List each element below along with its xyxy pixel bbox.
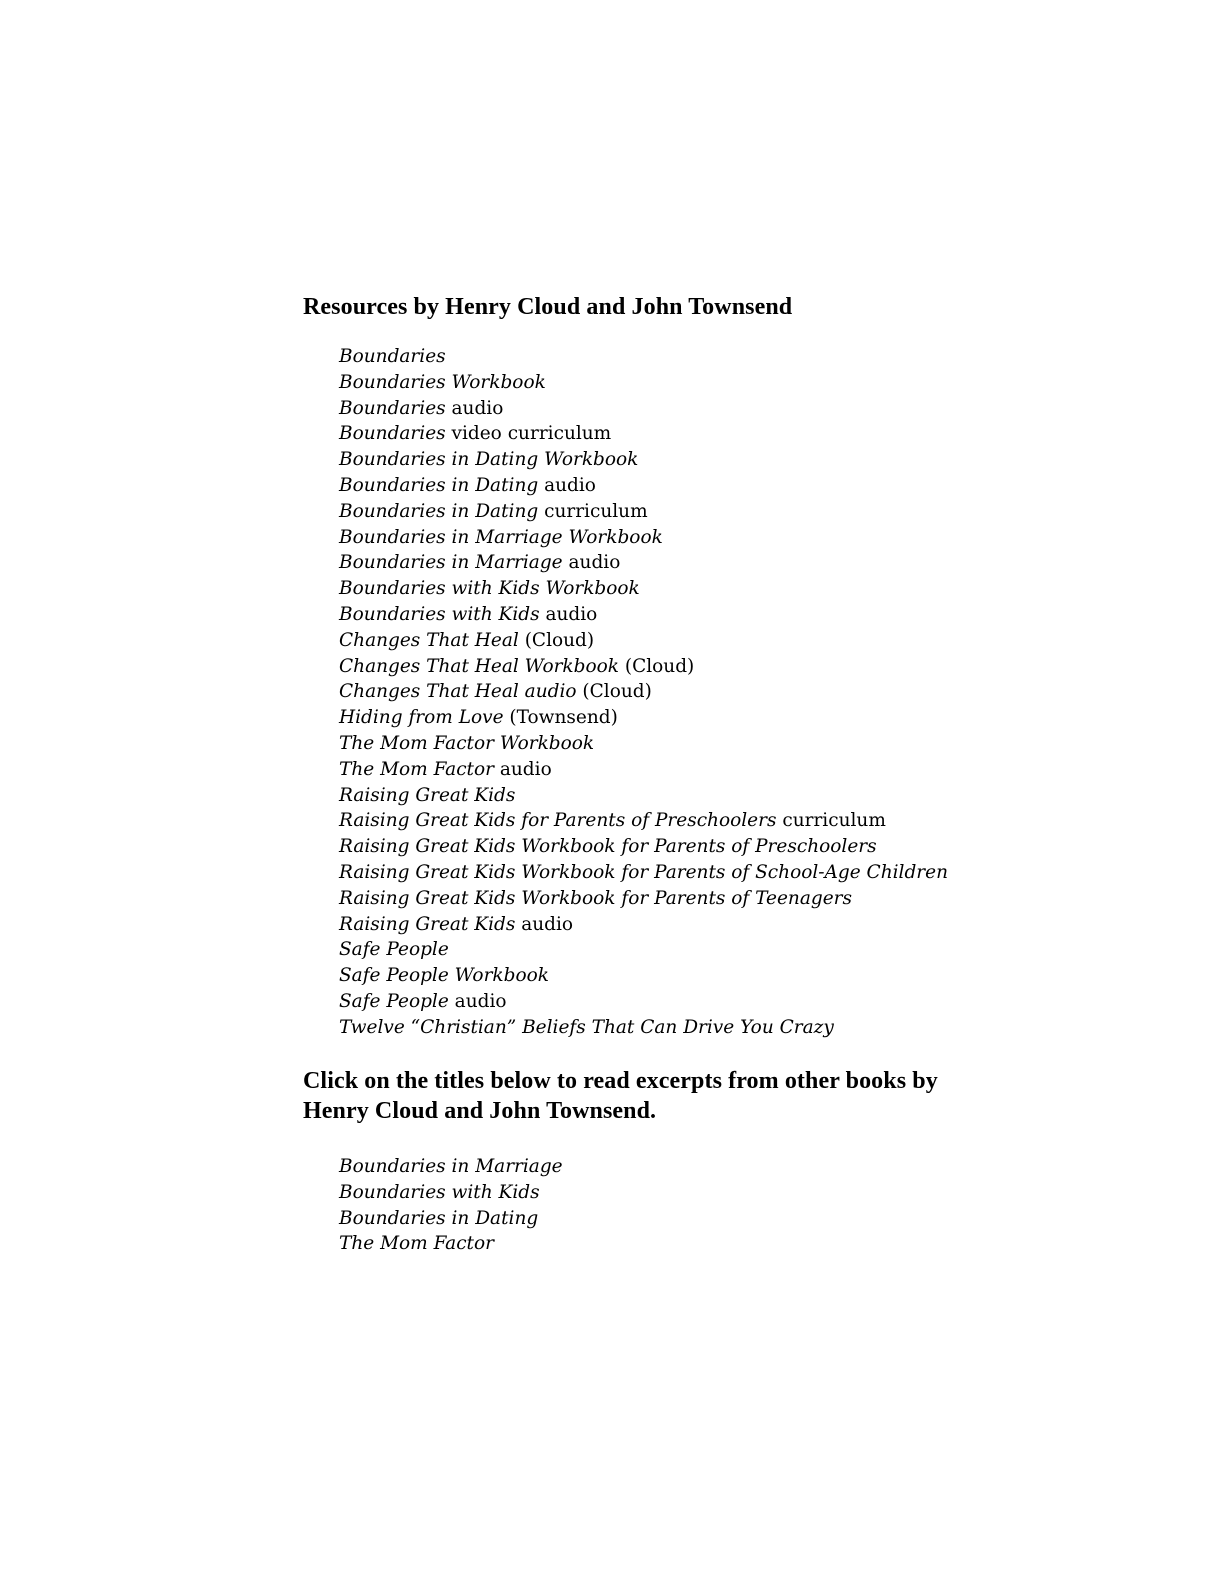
resource-title: Raising Great Kids	[339, 913, 516, 935]
resource-format: (Cloud)	[518, 629, 595, 651]
resource-item	[339, 602, 948, 628]
resource-format: audio	[448, 990, 507, 1012]
resource-item	[339, 370, 948, 396]
resource-item	[339, 860, 948, 886]
resource-item	[339, 808, 948, 834]
resource-item	[339, 731, 948, 757]
resource-item	[339, 447, 948, 473]
resource-format: audio	[539, 603, 598, 625]
resource-item	[339, 550, 948, 576]
resource-title: Changes That Heal	[339, 629, 519, 651]
resource-title: Raising Great Kids for Parents of Preschoolers	[339, 810, 777, 832]
resource-item	[339, 421, 948, 447]
resource-title: Boundaries with Kids	[339, 603, 540, 625]
resource-format: audio	[493, 758, 552, 780]
resource-title: Boundaries in Marriage	[339, 552, 563, 574]
resources-list	[339, 344, 948, 1041]
resource-format: curriculum	[538, 500, 648, 522]
resource-item	[339, 396, 948, 422]
resource-title: Boundaries	[339, 423, 446, 445]
resource-title: Boundaries in Dating Workbook	[339, 449, 639, 471]
resource-title: The Mom Factor Workbook	[339, 732, 595, 754]
excerpt-link[interactable]: The Mom Factor	[339, 1233, 494, 1255]
resource-title: Boundaries in Marriage Workbook	[339, 526, 663, 548]
excerpt-link[interactable]: Boundaries with Kids	[339, 1181, 540, 1203]
excerpt-link-item	[339, 1231, 563, 1257]
resource-title: Boundaries with Kids Workbook	[339, 578, 640, 600]
resource-title: The Mom Factor	[339, 758, 494, 780]
resource-item	[339, 783, 948, 809]
resource-item	[339, 499, 948, 525]
resource-title: Hiding from Love	[339, 707, 504, 729]
resource-item	[339, 1015, 948, 1041]
resource-title: Safe People	[339, 990, 449, 1012]
resource-item	[339, 834, 948, 860]
resource-title: Raising Great Kids Workbook for Parents of Preschoolers	[339, 836, 877, 858]
resource-title: Safe People	[339, 939, 449, 961]
resource-item	[339, 937, 948, 963]
resource-item	[339, 576, 948, 602]
resource-title: Twelve “Christian” Beliefs That Can Drive You Crazy	[339, 1016, 834, 1038]
excerpt-link-item	[339, 1154, 563, 1180]
resource-item	[339, 473, 948, 499]
resource-item	[339, 886, 948, 912]
resource-item	[339, 525, 948, 551]
resource-item	[339, 989, 948, 1015]
resource-title: Raising Great Kids Workbook for Parents of Teenagers	[339, 887, 852, 909]
resource-format: video curriculum	[445, 423, 612, 445]
resource-format: (Cloud)	[576, 681, 652, 703]
resource-format: curriculum	[776, 810, 886, 832]
resource-item	[339, 705, 948, 731]
excerpt-link[interactable]: Boundaries in Marriage	[339, 1156, 563, 1177]
resource-title: Changes That Heal Workbook	[339, 655, 619, 677]
resources-heading: Resources by Henry Cloud and John Townsend	[303, 294, 793, 320]
excerpts-heading: Click on the titles below to read excerpts from other books by Henry Cloud and John Townsend.	[303, 1068, 938, 1124]
resource-title: Boundaries	[339, 346, 446, 367]
resource-title: Boundaries in Dating	[339, 474, 539, 496]
resource-format: (Townsend)	[503, 707, 618, 729]
resource-title: Raising Great Kids	[339, 784, 516, 806]
resource-title: Raising Great Kids Workbook for Parents of School-Age Children	[339, 861, 948, 883]
excerpt-link-item	[339, 1180, 563, 1206]
resource-format: (Cloud)	[618, 655, 695, 677]
resource-item	[339, 912, 948, 938]
resource-title: Changes That Heal audio	[339, 681, 577, 703]
resource-item	[339, 679, 948, 705]
resource-item	[339, 963, 948, 989]
resource-format: audio	[445, 397, 504, 419]
resource-item	[339, 757, 948, 783]
resource-title: Boundaries in Dating	[339, 500, 539, 522]
resource-item	[339, 344, 948, 370]
resource-item	[339, 628, 948, 654]
resource-item	[339, 654, 948, 680]
resource-title: Boundaries Workbook	[339, 371, 546, 393]
excerpt-links-list	[339, 1154, 563, 1257]
excerpt-link[interactable]: Boundaries in Dating	[339, 1207, 539, 1229]
resource-format: audio	[562, 552, 621, 574]
resource-title: Safe People Workbook	[339, 965, 549, 987]
resource-format: audio	[538, 474, 596, 496]
resource-format: audio	[515, 913, 574, 935]
resource-title: Boundaries	[339, 397, 446, 419]
excerpt-link-item	[339, 1206, 563, 1232]
